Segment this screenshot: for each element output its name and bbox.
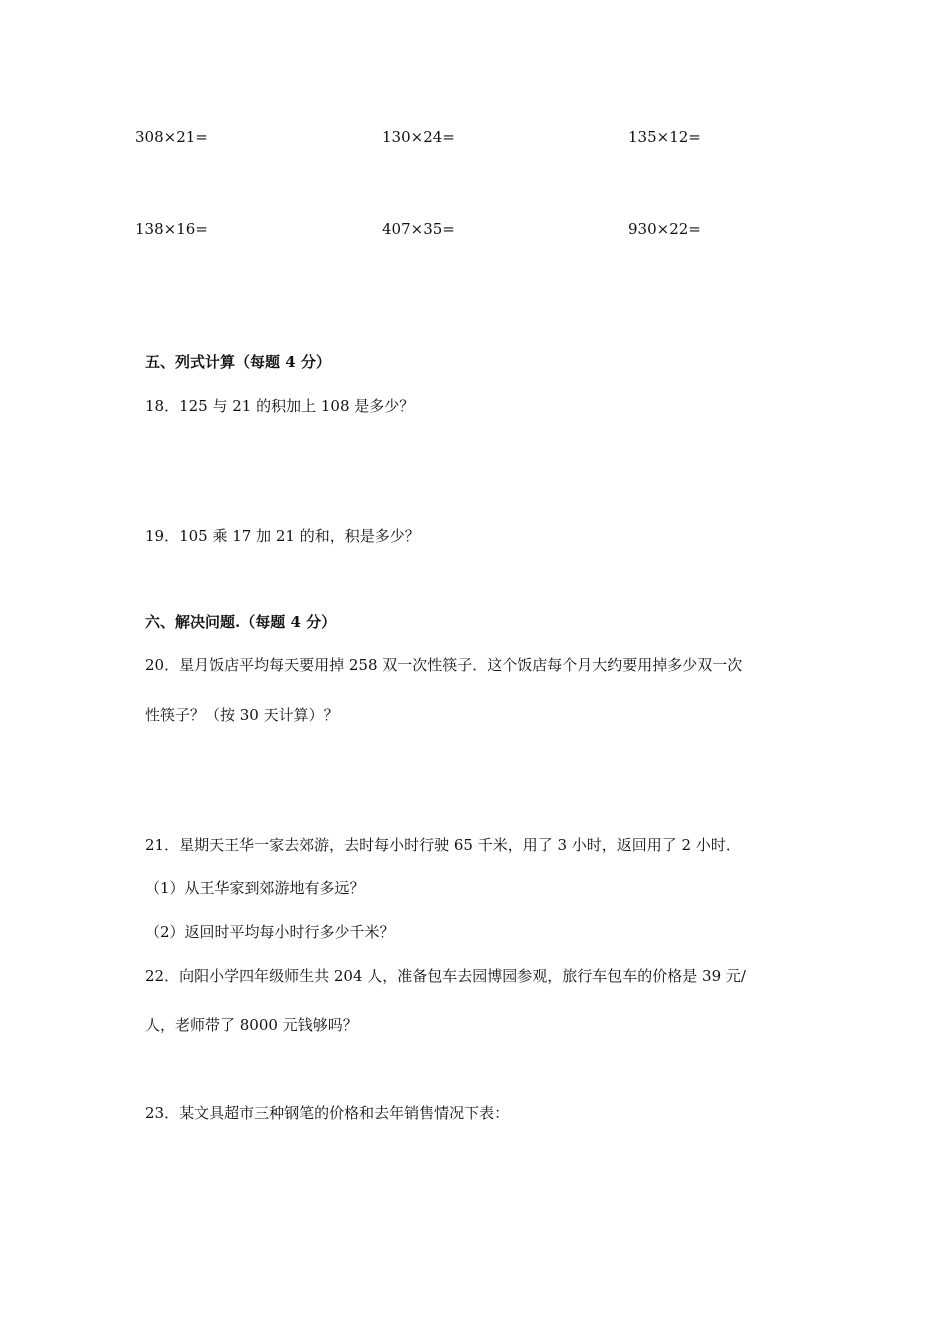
question-21-line1: 21．星期天王华一家去郊游，去时每小时行驶 65 千米，用了 3 小时，返回用了 2 小时．	[145, 836, 741, 854]
calc-item: 407×35=	[382, 220, 455, 238]
question-18: 18．125 与 21 的积加上 108 是多少？	[145, 397, 415, 415]
question-22-line1: 22．向阳小学四年级师生共 204 人，准备包车去园博园参观，旅行车包车的价格是 39 元/	[145, 967, 746, 985]
question-21-sub1: （1）从王华家到郊游地有多远？	[145, 879, 365, 897]
section-heading: 五、列式计算（每题 4 分）	[145, 353, 331, 371]
calc-item: 930×22=	[628, 220, 701, 238]
question-23-line1: 23．某文具超市三种钢笔的价格和去年销售情况下表：	[145, 1104, 510, 1122]
calc-item: 130×24=	[382, 128, 455, 146]
question-20-line1: 20．星月饭店平均每天要用掉 258 双一次性筷子．这个饭店每个月大约要用掉多少双一次	[145, 656, 743, 674]
calc-item: 135×12=	[628, 128, 701, 146]
calc-item: 308×21=	[135, 128, 208, 146]
question-21-sub2: （2）返回时平均每小时行多少千米？	[145, 923, 395, 941]
question-19: 19．105 乘 17 加 21 的和，积是多少？	[145, 527, 420, 545]
question-22-line2: 人，老师带了 8000 元钱够吗？	[145, 1016, 358, 1034]
calc-item: 138×16=	[135, 220, 208, 238]
section-heading: 六、解决问题.（每题 4 分）	[145, 613, 337, 631]
question-20-line2: 性筷子？（按 30 天计算）？	[145, 706, 339, 724]
